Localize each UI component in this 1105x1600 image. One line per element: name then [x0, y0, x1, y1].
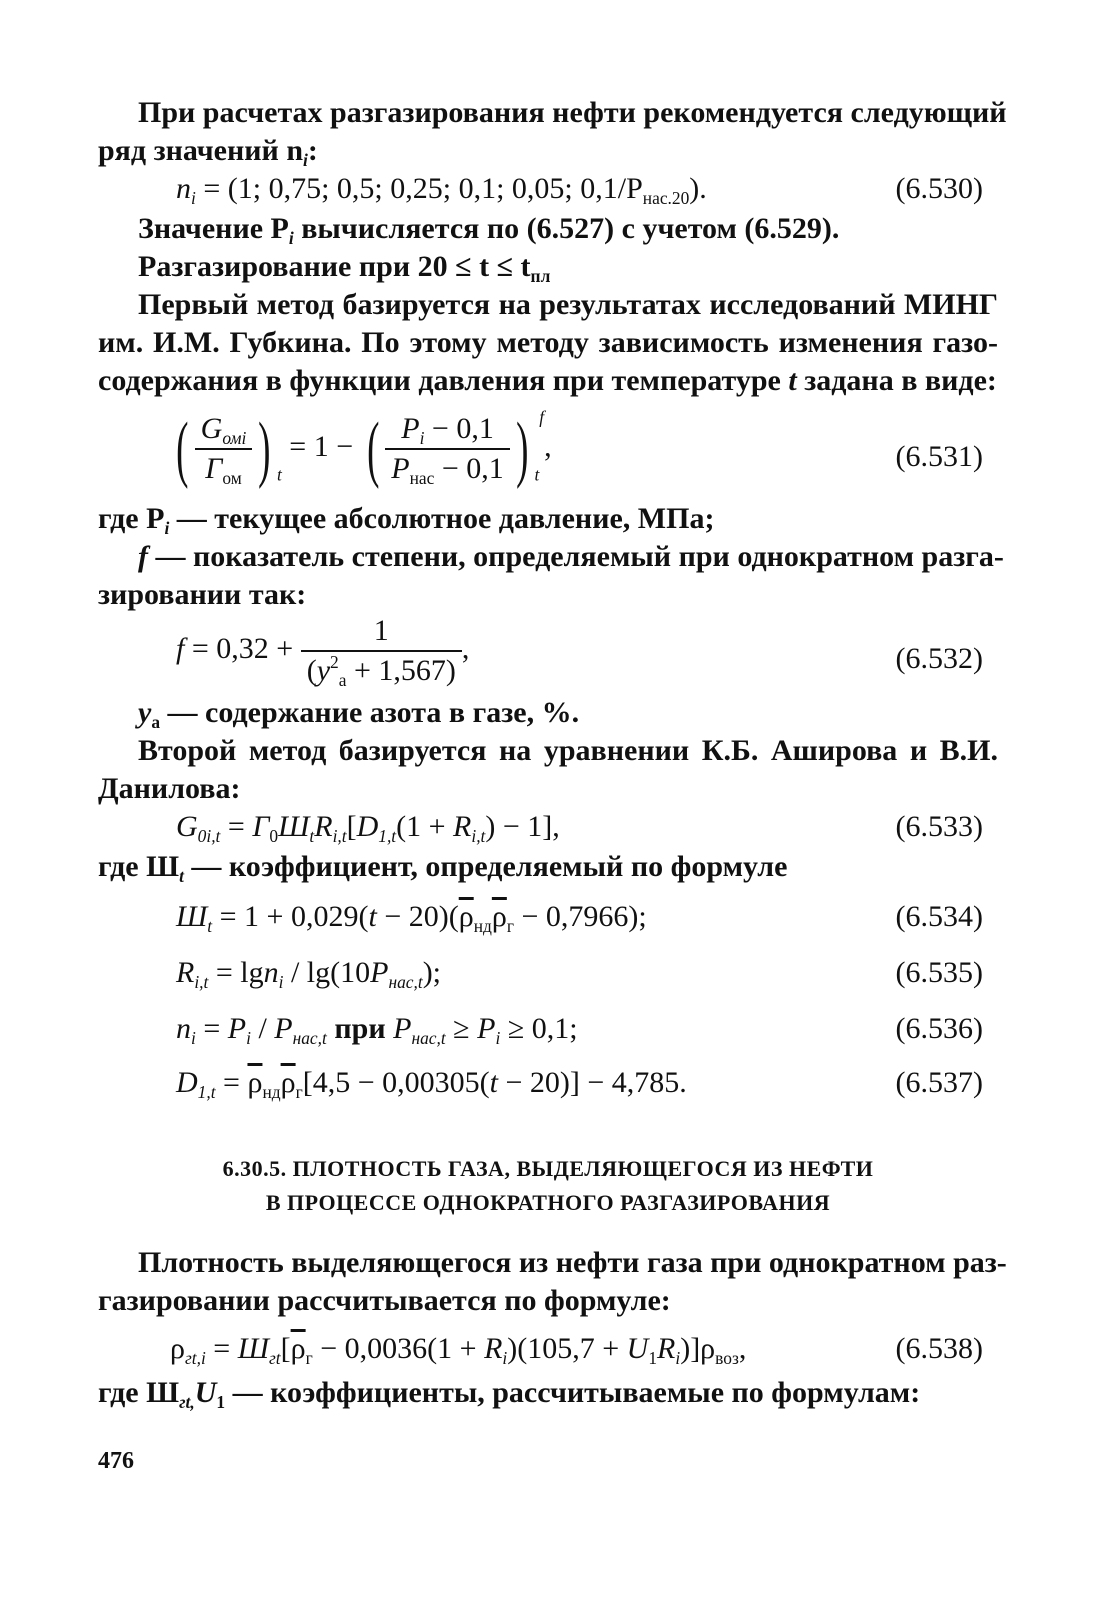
paragraph-line: При расчетах разгазирования нефти рекомендуется следующий: [138, 96, 1007, 129]
equation-6-535: $R_{i,t} = \lg n_i / \lg(10P_{нас,t})$;: [176, 956, 442, 993]
equation-number: (6.532): [895, 642, 983, 675]
equation-number: (6.531): [895, 440, 983, 473]
equation-number: (6.535): [895, 956, 983, 989]
paragraph-line: где $Ш_{гt,}U_1$ — коэффициенты, рассчитываемые по формулам:: [98, 1376, 921, 1413]
paragraph-line: Плотность выделяющегося из нефти газа при однократном раз-: [138, 1246, 1007, 1279]
equation-number: (6.533): [895, 810, 983, 843]
equation-6-536: $n_i = P_i / P_{нас,t}$ при $P_{нас,t} \ge P_i \ge 0,1$;: [176, 1012, 578, 1049]
equation-6-537: $D_{1,t} = \overline{\rho}_{нд}\overline{\rho}_г[4,5 - 0,00305(t - 20)] - 4,785$.: [176, 1066, 687, 1103]
page-number: 476: [98, 1448, 134, 1474]
equation-6-533: $G_{0i,t} = Г_0Ш_tR_{i,t}[D_{1,t}(1 + R_{i,t}) - 1]$,: [176, 810, 560, 847]
equation-6-532: f = 0,32 + $\frac{1}{(y^2_а + 1,567)}$ ,: [176, 614, 470, 691]
section-heading: В ПРОЦЕССЕ ОДНОКРАТНОГО РАЗГАЗИРОВАНИЯ: [265, 1190, 831, 1215]
paragraph-line: Значение $P_i$ вычисляется по (6.527) с учетом (6.529).: [138, 212, 840, 249]
equation-number: (6.530): [895, 172, 983, 205]
paragraph-line: Данилова:: [98, 772, 241, 805]
equation-number: (6.534): [895, 900, 983, 933]
paragraph-line: где $P_i$ — текущее абсолютное давление, МПа;: [98, 502, 715, 539]
paragraph-line: Разгазирование при $20 \le t \le t_{пл}$: [138, 250, 551, 287]
paragraph-line: зировании так:: [98, 578, 307, 611]
equation-number: (6.537): [895, 1066, 983, 1099]
paragraph-line: где $Ш_t$ — коэффициент, определяемый по формуле: [98, 850, 788, 887]
equation-6-531: ( $\frac{G_{омi}}{Г_{ом}}$ ) $_t$ = 1 − ( $\frac{P_i - 0,1}{P_{нас} - 0,1}$ ) $_t^f$,: [176, 406, 552, 490]
equation-number: (6.536): [895, 1012, 983, 1045]
paragraph-line: Второй метод базируется на уравнении К.Б. Аширова и В.И.: [138, 734, 998, 767]
paragraph-line: им. И.М. Губкина. По этому методу зависимость изменения газо-: [98, 326, 998, 359]
equation-6-534: $Ш_t = 1 + 0,029(t - 20)(\overline{\rho}_{нд}\overline{\rho}_г - 0,7966)$;: [176, 900, 647, 937]
equation-6-530: $n_i = (1$; 0,75; 0,5; 0,25; 0,1; 0,05; $0,1/P_{нас.20}$).: [176, 172, 707, 209]
paragraph-line: содержания в функции давления при температуре t задана в виде:: [98, 364, 997, 397]
equation-number: (6.538): [895, 1332, 983, 1365]
paragraph-line: ряд значений $n_i$:: [98, 134, 318, 171]
section-heading: 6.30.5. ПЛОТНОСТЬ ГАЗА, ВЫДЕЛЯЮЩЕГОСЯ ИЗ НЕФТИ: [222, 1156, 874, 1181]
paragraph-line: f — показатель степени, определяемый при однократном разга-: [138, 540, 1004, 573]
equation-6-538: $\rho_{гt,i} = Ш_{гt}[\overline{\rho}_г - 0,0036(1 + R_i)(105,7 + U_1R_i)]\rho_{воз}$,: [170, 1332, 747, 1369]
paragraph-line: Первый метод базируется на результатах исследований МИНГ: [138, 288, 998, 321]
paragraph-line: $y_а$ — содержание азота в газе, %.: [138, 696, 580, 733]
paragraph-line: газировании рассчитывается по формуле:: [98, 1284, 671, 1317]
